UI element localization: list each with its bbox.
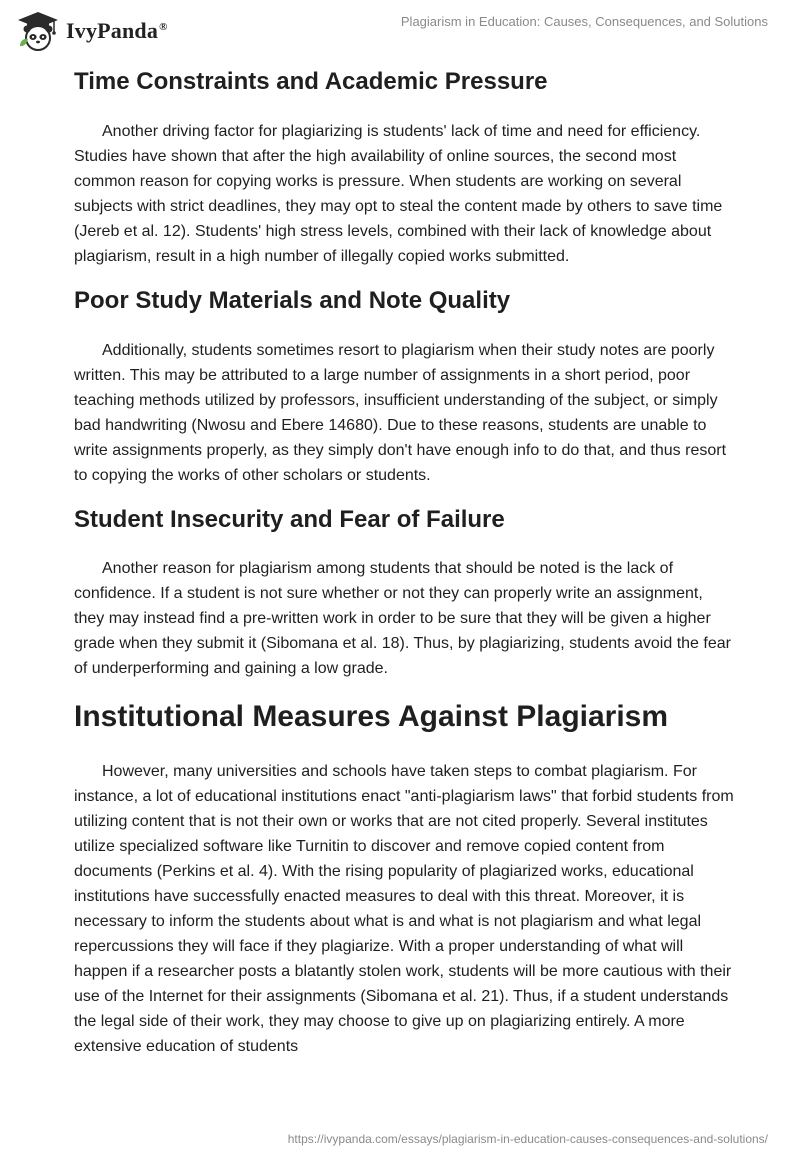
section-paragraph: Additionally, students sometimes resort to plagiarism when their study notes are poorly written. This may be attributed to a large number of assignments in a short period, poor teaching methods utilized by professors, insufficient understanding of the subject, or simply bad handwriting (Nwosu and Ebere 14680). Due to these reasons, students are unable to write assignments properly, as they simply don't have enough info to do that, and thus resort to copying the works of other scholars or students. — [74, 341, 727, 484]
ivypanda-logo[interactable] — [16, 10, 168, 52]
main-section-heading: Institutional Measures Against Plagiarism — [74, 700, 669, 734]
source-url[interactable]: https://ivypanda.com/essays/plagiarism-in-education-causes-consequences-and-solutions/ — [287, 1132, 768, 1146]
section-paragraph: However, many universities and schools have taken steps to combat plagiarism. For instance, a lot of educational institutions enact "anti-plagiarism laws" that forbid students from utilizing content that is not their own or works that are not cited properly. Several institutes utilize specialized software like Turnitin to discover and remove copied content from documents (Perkins et al. 4). With the rising popularity of plagiarized works, educational institutions have successfully enacted measures to deal with this threat. Moreover, it is necessary to inform the students about what is and what is not plagiarism and what legal repercussions they will face if they plagiarize. With a proper understanding of what will happen if a researcher posts a blatantly stolen work, students will be more cautious with their use of the Internet for their assignments (Sibomana et al. 21). Thus, if a student understands the legal side of their work, they may choose to give up on plagiarizing entirely. A more extensive education of students — [74, 763, 734, 1056]
registered-mark: ® — [159, 20, 168, 33]
section-heading: Poor Study Materials and Note Quality — [74, 286, 511, 314]
section-heading: Time Constraints and Academic Pressure — [74, 68, 548, 95]
section-paragraph: Another reason for plagiarism among students that should be noted is the lack of confidence. If a student is not sure whether or not they can properly write an assignment, they may instead find a pre-written work in order to be sure that they will be given a higher grade when they submit it (Sibomana et al. 18). Thus, by plagiarizing, students avoid the fear of underperforming and gaining a low grade. — [74, 560, 731, 678]
section-heading: Student Insecurity and Fear of Failure — [74, 505, 505, 533]
panda-graduate-icon — [16, 10, 60, 52]
page-header — [0, 0, 800, 64]
section-paragraph: Another driving factor for plagiarizing is students' lack of time and need for efficiency. Studies have shown that after the high availability of online sources, the second most common reason for copying works is pressure. When students are working on several subjects with strict deadlines, they may opt to steal the content made by others to save time (Jereb et al. 12). Students' high stress levels, combined with their lack of knowledge about plagiarism, result in a high number of illegally copied works submitted. — [74, 122, 723, 265]
document-title: Plagiarism in Education: Causes, Consequences, and Solutions — [400, 14, 768, 29]
brand-name: IvyPanda® — [66, 18, 168, 43]
essay-content — [74, 68, 734, 1077]
